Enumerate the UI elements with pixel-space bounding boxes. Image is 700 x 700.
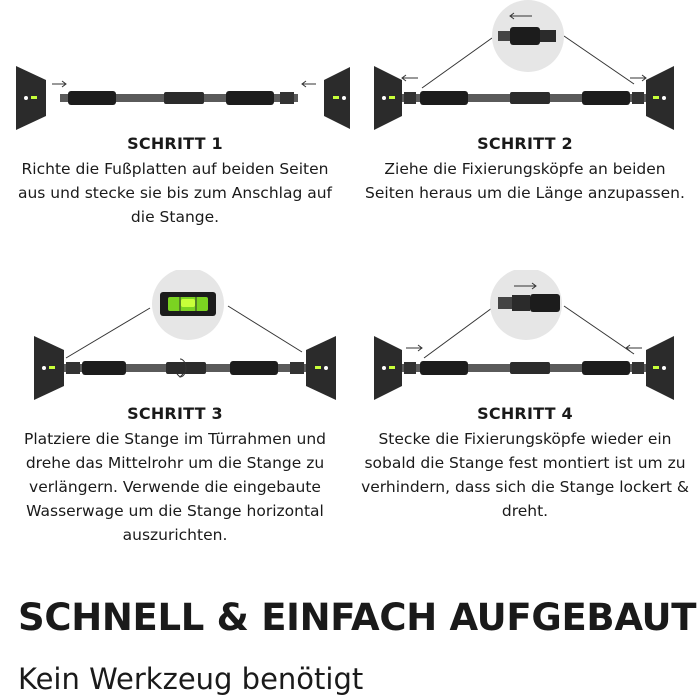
arrow-icon xyxy=(406,345,642,351)
step-1-panel xyxy=(0,0,350,270)
left-foot-plate xyxy=(374,336,402,400)
step-2-panel xyxy=(350,0,700,270)
step-3-panel xyxy=(0,270,350,544)
step-2-title: SCHRITT 2 xyxy=(477,134,573,153)
step-1-text: Richte die Fußplatten auf beiden Seiten aus und stecke sie bis zum Anschlag auf die Stange. xyxy=(17,160,332,226)
headline: SCHNELL & EINFACH AUFGEBAUT xyxy=(18,596,697,639)
left-foot-plate xyxy=(374,66,402,130)
step-3-title: SCHRITT 3 xyxy=(127,404,223,423)
right-foot-plate xyxy=(646,336,674,400)
step-3-text: Platziere die Stange im Türrahmen und drehe das Mittelrohr um die Stange zu verlängern. Verwende die eingebaute Wasserwage um die Stange horizontal auszurichten. xyxy=(23,430,326,544)
step-1-illustration xyxy=(0,0,350,140)
step-1-title: SCHRITT 1 xyxy=(127,134,223,153)
step-4-panel xyxy=(350,270,700,540)
step-4-text: Stecke die Fixierungsköpfe wieder ein sobald die Stange fest montiert ist um zu verhindern, dass sich die Stange lockert & dreht. xyxy=(361,430,689,520)
arrow-icon xyxy=(52,81,316,87)
right-foot-plate xyxy=(646,66,674,130)
step-2-text: Ziehe die Fixierungsköpfe an beiden Seiten heraus um die Länge anzupassen. xyxy=(365,160,685,202)
step-3-illustration xyxy=(0,270,350,410)
step-4-title: SCHRITT 4 xyxy=(477,404,573,423)
step-4-illustration xyxy=(350,270,700,410)
bubble-level-icon xyxy=(160,292,216,316)
step-2-illustration xyxy=(350,0,700,140)
subline: Kein Werkzeug benötigt xyxy=(18,662,364,696)
